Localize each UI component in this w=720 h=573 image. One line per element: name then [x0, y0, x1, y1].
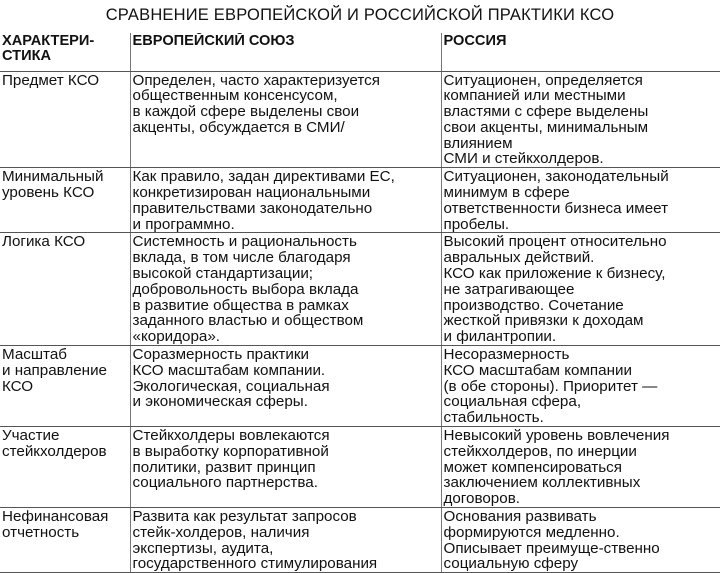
page-title: СРАВНЕНИЕ ЕВРОПЕЙСКОЙ И РОССИЙСКОЙ ПРАКТИКИ КСО — [105, 6, 615, 24]
comparison-table — [0, 33, 720, 573]
eu-cell: Стейкхолдеры вовлекаются в выработку корпоративной политики, развит принцип социального партнерства. — [130, 427, 441, 508]
eu-cell: Развита как результат запросов стейк-холдеров, наличия экспертизы, аудита, государственного стимулирования — [130, 508, 441, 573]
table-row — [0, 168, 720, 233]
header-eu: ЕВРОПЕЙСКИЙ СОЮЗ — [130, 33, 441, 71]
row-label: Масштаб и направление КСО — [0, 346, 130, 427]
table-header-row — [0, 33, 720, 71]
eu-cell: Соразмерность практики КСО масштабам компании. Экологическая, социальная и экономическая сферы. — [130, 346, 441, 427]
russia-cell: Несоразмерность КСО масштабам компании (в обе стороны). Приоритет — социальная сфера, стабильность. — [441, 346, 720, 427]
eu-cell: Определен, часто характеризуется общественным консенсусом, в каждой сфере выделены свои акценты, обсуждается в СМИ/ — [130, 71, 441, 168]
russia-cell: Ситуационен, определяется компанией или местными властями с сфере выделены свои акценты, минимальным влиянием СМИ и стейкхолдеров. — [441, 71, 720, 168]
table-row — [0, 508, 720, 573]
eu-cell: Как правило, задан директивами ЕС, конкретизирован национальными правительствами законодательно и программно. — [130, 168, 441, 233]
row-label: Участие стейкхолдеров — [0, 427, 130, 508]
russia-cell: Высокий процент относительно авральных действий. КСО как приложение к бизнесу, не затрагивающее производство. Сочетание жесткой привязки к доходам и филантропии. — [441, 233, 720, 346]
table-row — [0, 346, 720, 427]
row-label: Нефинансовая отчетность — [0, 508, 130, 573]
russia-cell: Невысокий уровень вовлечения стейкхолдеров, по инерции может компенсироваться заключением коллективных договоров. — [441, 427, 720, 508]
russia-cell: Ситуационен, законодательный минимум в сфере ответственности бизнеса имеет пробелы. — [441, 168, 720, 233]
table-row — [0, 427, 720, 508]
table-row — [0, 71, 720, 168]
table-row — [0, 233, 720, 346]
row-label: Минимальный уровень КСО — [0, 168, 130, 233]
russia-cell: Основания развивать формируются медленно. Описывает преимуще-ственно социальную сферу — [441, 508, 720, 573]
row-label: Предмет КСО — [0, 71, 130, 168]
header-russia: РОССИЯ — [441, 33, 720, 71]
row-label: Логика КСО — [0, 233, 130, 346]
header-characteristic: ХАРАКТЕРИ- СТИКА — [0, 33, 130, 71]
eu-cell: Системность и рациональность вклада, в том числе благодаря высокой стандартизации; добровольность выбора вклада в развитие общества в рамках заданного властью и обществом «коридора». — [130, 233, 441, 346]
